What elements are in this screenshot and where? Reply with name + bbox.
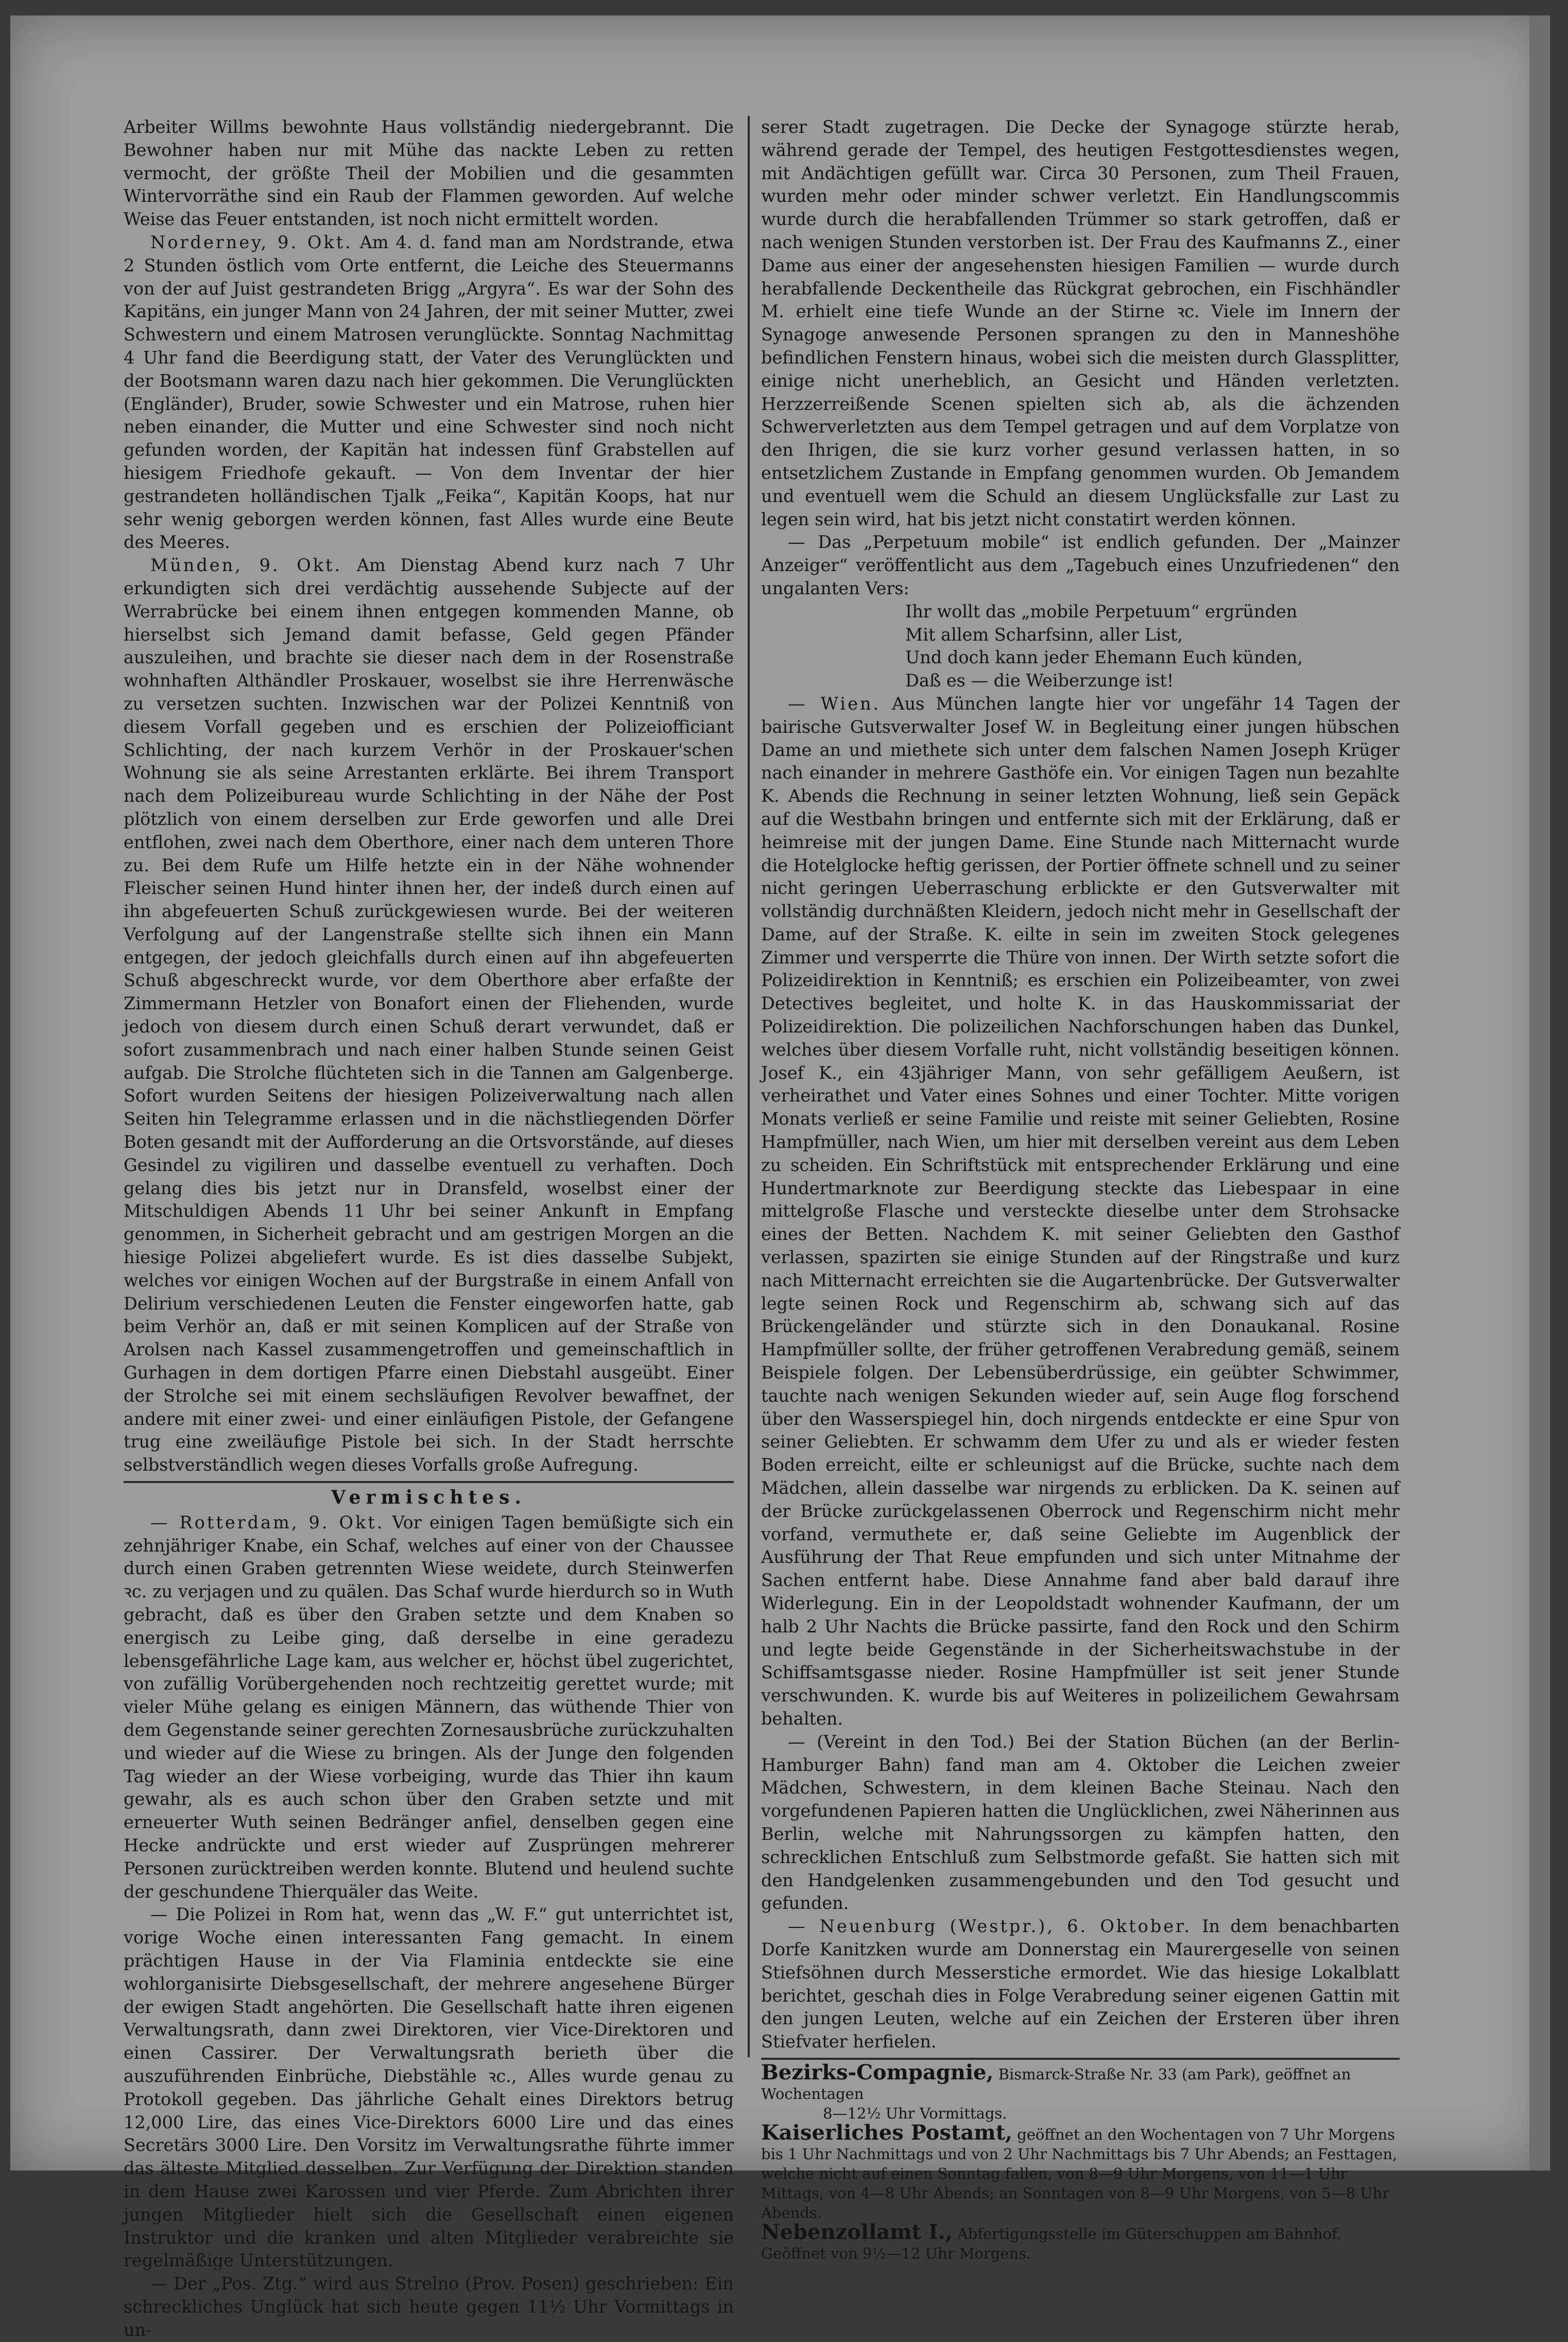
verse-line: Und doch kann jeder Ehemann Euch künden, xyxy=(905,647,1303,668)
notice-title: Kaiserliches Postamt, xyxy=(761,2120,1012,2145)
article-buechen: — (Vereint in den Tod.) Bei der Station Büchen (an der Berlin-Hamburger Bahn) fand man am 4. Oktober die Leichen zweier Mädchen, Schwestern, in dem kleinen Bache Steinau. Nach den vorgefundenen Papieren hatten die Unglücklichen, zwei Näherinnen aus Berlin, welche mit Nahrungssorgen zu kämpfen hatten, den schrecklichen Entschluß zum Selbstmorde gefaßt. Sie hatten sich mit den Handgelenken zusammengebunden und den Tod gesucht und gefunden. xyxy=(761,1731,1400,1914)
verse-line: Ihr wollt das „mobile Perpetuum“ ergründen xyxy=(905,601,1298,622)
notice-text: Abfertigungsstelle im Güterschuppen am Bahnhof. Geöffnet von 9½—12 Uhr Morgens. xyxy=(761,2225,1342,2262)
article-text: In dem benachbarten Dorfe Kanitzken wurde am Donnerstag ein Maurergeselle von seinen Stiefsöhnen durch Messerstiche ermordet. Wie das hiesige Lokalblatt berichtet, geschah dies in Folge Verabredung seiner eigenen Gattin mit den jungen Leuten, welche auf ein Zeichen der Ersteren über ihren Stiefvater herfielen. xyxy=(761,1916,1400,2052)
notice-postamt xyxy=(761,2120,1400,2223)
notice-bezirks-compagnie xyxy=(761,2060,1400,2123)
verse-block xyxy=(905,600,1400,693)
dateline: — Wien. xyxy=(788,693,881,714)
article-muenden xyxy=(124,554,734,1477)
notices-rule xyxy=(761,2058,1400,2060)
article-text: Aus München langte hier vor ungefähr 14 Tagen der bairische Gutsverwalter Josef W. in Begleitung einer jungen hübschen Dame an und miethete sich unter dem falschen Namen Joseph Krüger nach einander in mehrere Gasthöfe ein. Vor einigen Tagen nun bezahlte K. Abends die Rechnung in seiner letzten Wohnung, ließ sein Gepäck auf die Westbahn bringen und entfernte sich mit der Erklärung, daß er heimreise mit der jungen Dame. Eine Stunde nach Mitternacht wurde die Hotelglocke heftig gerissen, der Portier öffnete schnell und zu seiner nicht geringen Ueberraschung erblickte er den Gutsverwalter mit vollständig durchnäßten Kleidern, jedoch nicht mehr in Gesellschaft der Dame, auf der Straße. K. eilte in sein im zweiten Stock gelegenes Zimmer und versperrte die Thüre von innen. Der Wirth setzte sofort die Polizeidirektion in Kenntniß; es erschien ein Polizeibeamter, von zwei Detectives begleitet, und holte K. in das Hauskommissariat der Polizeidirektion. Die polizeilichen Nachforschungen haben das Dunkel, welches über diesem Vorfalle ruht, nicht vollständig beseitigen können. Josef K., ein 43jähriger Mann, von sehr gefälligem Aeußern, ist verheirathet und Vater eines Sohnes und einer Tochter. Mitte vorigen Monats verließ er seine Familie und reiste mit seiner Geliebten, Rosine Hampfmüller, nach Wien, um hier mit derselben vereint aus dem Leben zu scheiden. Ein Schriftstück mit entsprechender Erklärung und eine Hundertmarknote zur Beerdigung steckte das Liebespaar in eine mittelgroße Flasche und versteckte dieselbe unter dem Strohsacke eines der Betten. Nachdem K. mit seiner Geliebten den Gasthof verlassen, spazirten sie einige Stunden auf der Ringstraße und kurz nach Mitternacht erreichten sie die Augartenbrücke. Der Gutsverwalter legte seinen Rock und Regenschirm ab, schwang sich auf das Brückengeländer und stürzte sich in den Donaukanal. Rosine Hampfmüller sollte, der früher getroffenen Verabredung gemäß, seinem Beispiele folgen. Der Lebensüberdrüssige, ein geübter Schwimmer, tauchte nach wenigen Sekunden wieder auf, sein Auge flog forschend über den Wasserspiegel hin, doch nirgends entdeckte er eine Spur von seiner Geliebten. Er schwamm dem Ufer zu und als er wieder festen Boden erreicht, eilte er schleunigst auf die Brücke, suchte nach dem Mädchen, allein dasselbe war nirgends zu erblicken. Da K. seinen auf der Brücke zurückgelassenen Oberrock und Regenschirm nicht mehr vorfand, vermuthete er, daß seine Geliebte im Augenblick der Ausführung der That Reue empfunden und sich unter Mitnahme der Sachen entfernt habe. Diese Annahme fand aber bald darauf ihre Widerlegung. Ein in der Leopoldstadt wohnender Kaufmann, der um halb 2 Uhr Nachts die Brücke passirte, fand den Rock und den Schirm und legte beide Gegenstände in der Sicherheitswachstube in der Schiffsamtsgasse nieder. Rosine Hampfmüller ist seit jener Stunde verschwunden. K. wurde bis auf Weiteres in polizeilichem Gewahrsam behalten. xyxy=(761,693,1400,1729)
article-text: serer Stadt zugetragen. Die Decke der Synagoge stürzte herab, während gerade der Tempel, des heutigen Festgottesdienstes wegen, mit Andächtigen gefüllt war. Circa 30 Personen, zum Theil Frauen, wurden mehr oder minder schwer verletzt. Ein Handlungscommis wurde durch die herabfallenden Trümmer so stark getroffen, daß er nach wenigen Stunden verstorben ist. Der Frau des Kaufmanns Z., einer Dame aus einer der angesehensten hiesigen Familien — wurde durch herabfallende Deckentheile das Rückgrat gebrochen, ein Fischhändler M. erhielt eine tiefe Wunde an der Stirne ꝛc. Viele im Innern der Synagoge anwesende Personen sprangen zu den in Manneshöhe befindlichen Fenstern hinaus, wobei sich die meisten durch Glassplitter, einige nicht unerheblich, an Gesicht und Händen verletzten. Herzzerreißende Scenen spielten sich ab, als die ächzenden Schwerverletzten aus dem Tempel getragen und auf dem Vorplatze von den Ihrigen, die sie kurz vorher gesund verlassen hatten, in so entsetzlichem Zustande in Empfang genommen wurden. Ob Jemandem und eventuell wem die Schuld an diesem Unglücksfalle zur Last zu legen sein wird, hat bis jetzt nicht constatirt werden können. xyxy=(761,117,1400,529)
left-column xyxy=(124,116,734,2342)
right-column xyxy=(761,116,1400,2263)
dateline: Norderney, 9. Okt. xyxy=(150,232,353,252)
notice-text: geöffnet an den Wochentagen von 7 Uhr Morgens bis 1 Uhr Nachmittags und von 2 Uhr Nachmittags bis 7 Uhr Abends; an Festtagen, welche nicht auf einen Sonntag fallen, von 8—9 Uhr Morgens, von 11—1 Uhr Mittags, von 4—8 Uhr Abends; an Sonntagen von 8—9 Uhr Morgens, von 5—8 Uhr Abends. xyxy=(761,2125,1398,2222)
notice-title: Nebenzollamt I., xyxy=(761,2219,953,2244)
column-divider xyxy=(748,116,750,2057)
article-rotterdam xyxy=(124,1511,734,1904)
article-rom: — Die Polizei in Rom hat, wenn das „W. F.“ gut unterrichtet ist, vorige Woche einen interessanten Fang gemacht. In einem prächtigen Hause in der Via Flaminia entdeckte sie eine wohlorganisirte Diebsgesellschaft, der mehrere angesehene Bürger der ewigen Stadt angehörten. Die Gesellschaft hatte ihren eigenen Verwaltungsrath, dann zwei Direktoren, vier Vice-Direktoren und einen Cassirer. Der Verwaltungsrath berieth über die auszuführenden Einbrüche, Diebstähle ꝛc., Alles wurde genau zu Protokoll gegeben. Das jährliche Gehalt eines Direktors betrug 12,000 Lire, das eines Vice-Direktors 6000 Lire und das eines Secretärs 3000 Lire. Den Vorsitz im Verwaltungsrathe führte immer das älteste Mitglied desselben. Zur Verfügung der Direktion standen in dem Hause zwei Karossen und vier Pferde. Zum Abrichten ihrer jungen Mitglieder hielt sich die Gesellschaft einen eigenen Instruktor und die kranken und alten Mitglieder verabreichte sie regelmäßige Unterstützungen. xyxy=(124,1904,734,2271)
article-text: Arbeiter Willms bewohnte Haus vollständig niedergebrannt. Die Bewohner haben nur mit Mühe das nackte Leben zu retten vermocht, der größte Theil der Mobilien und die gesammten Wintervorräthe sind ein Raub der Flammen geworden. Auf welche Weise das Feuer entstanden, ist noch nicht ermittelt worden. xyxy=(124,117,734,230)
article-strelno: — Der „Pos. Ztg.“ wird aus Strelno (Prov. Posen) geschrieben: Ein schreckliches Unglück hat sich heute gegen 11½ Uhr Vormittags in un- xyxy=(124,2274,734,2340)
article-wien xyxy=(761,693,1400,1731)
section-heading: Vermischtes. xyxy=(331,1487,526,1509)
article-perpetuum: — Das „Perpetuum mobile“ ist endlich gefunden. Der „Mainzer Anzeiger“ veröffentlicht aus dem „Tagebuch eines Unzufriedenen“ den ungalanten Vers: xyxy=(761,532,1400,598)
verse-line: Mit allem Scharfsinn, aller List, xyxy=(905,624,1183,645)
article-neuenburg xyxy=(761,1915,1400,2054)
dateline: — Neuenburg (Westpr.), 6. Oktober. xyxy=(788,1916,1192,1937)
notice-text: 8—12½ Uhr Vormittags. xyxy=(823,2104,1007,2122)
newspaper-page xyxy=(10,15,1550,2340)
article-text: Vor einigen Tagen bemüßigte sich ein zehnjähriger Knabe, ein Schaf, welches auf einer von der Chaussee durch einen Graben getrennten Wiese weidete, durch Steinwerfen ꝛc. zu verjagen und zu quälen. Das Schaf wurde hierdurch so in Wuth gebracht, daß es über den Graben setzte und dem Knaben so energisch zu Leibe ging, daß derselbe in eine geradezu lebensgefährliche Lage kam, aus welcher er, höchst übel zugerichtet, von zufällig Vorübergehenden noch rechtzeitig gerettet wurde; mit vieler Mühe gelang es einigen Männern, das wüthende Thier von dem Gegenstande seiner gerechten Zornesausbrüche zurückzuhalten und wieder auf die Wiese zu bringen. Als der Junge den folgenden Tag wieder an der Wiese vorbeiging, wurde das Thier ihn kaum gewahr, als es auch schon über den Graben setzte und mit erneuerter Wuth seinen Bedränger anfiel, denselben gegen eine Hecke andrückte und erst wieder auf Zusprüngen mehrerer Personen zurücktreiben werden konnte. Blutend und heulend suchte der geschundene Thierquäler das Weite. xyxy=(124,1512,734,1902)
dateline: Münden, 9. Okt. xyxy=(150,555,342,576)
article-norderney xyxy=(124,231,734,554)
section-rule xyxy=(124,1481,734,1483)
notice-title: Bezirks-Compagnie, xyxy=(761,2060,994,2085)
notice-text: Bismarck-Straße Nr. 33 (am Park), geöffnet an Wochentagen xyxy=(761,2065,1351,2103)
dateline: — Rotterdam, 9. Okt. xyxy=(150,1512,385,1532)
page-spine-shadow xyxy=(1529,15,1550,2171)
article-text: Am Dienstag Abend kurz nach 7 Uhr erkundigten sich drei verdächtig aussehende Subjecte auf der Werrabrücke bei einem ihnen entgegen kommenden Manne, ob hierselbst sich Jemand damit befasse, Geld gegen Pfänder auszuleihen, und brachte sie dieser nach dem in der Rosenstraße wohnhaften Althändler Proskauer, woselbst sie ihre Herrenwäsche zu versetzen suchten. Inzwischen war der Polizei Kenntniß von diesem Vorfall gegeben und es erschien der Polizeiofficiant Schlichting, der nach kurzem Verhör in der Proskauer'schen Wohnung sie als seine Arrestanten erklärte. Bei ihrem Transport nach dem Polizeibureau wurde Schlichting in der Nähe der Post plötzlich von einem derselben zur Erde geworfen und alle Drei entflohen, zwei nach dem Oberthore, einer nach dem unteren Thore zu. Bei dem Rufe um Hilfe hetzte ein in der Nähe wohnender Fleischer seinen Hund hinter ihnen her, der indeß durch einen auf ihn abgefeuerten Schuß zurückgewiesen wurde. Bei der weiteren Verfolgung auf der Langenstraße stellte sich ihnen ein Mann entgegen, der jedoch gleichfalls durch einen auf ihn abgefeuerten Schuß abgeschreckt wurde, vor dem Oberthore aber erfaßte der Zimmermann Hetzler von Bonafort einen der Fliehenden, wurde jedoch von diesem durch einen Schuß derart verwundet, daß er sofort zusammenbrach und nach einer halben Stunde seinen Geist aufgab. Die Strolche flüchteten sich in die Tannen am Galgenberge. Sofort wurden Seitens der hiesigen Polizeiverwaltung nach allen Seiten hin Telegramme erlassen und in die nächstliegenden Dörfer Boten gesandt mit der Aufforderung an die Ortsvorstände, auf dieses Gesindel zu vigiliren und dasselbe eventuell zu verhaften. Doch gelang dies bis jetzt nur in Dransfeld, woselbst einer der Mitschuldigen Abends 11 Uhr bei seiner Ankunft in Empfang genommen, in Sicherheit gebracht und am gestrigen Morgen an die hiesige Polizei abgeliefert wurde. Es ist dies dasselbe Subjekt, welches vor einigen Wochen auf der Burgstraße in einem Anfall von Delirium verschiedenen Leuten die Fenster eingeworfen hatte, gab beim Verhör an, daß er mit seinen Komplicen auf der Straße von Arolsen nach Kassel zusammengetroffen und gemeinschaftlich in Gurhagen in dem dortigen Pfarre einen Diebstahl ausgeübt. Einer der Strolche sei mit einem sechsläufigen Revolver bewaffnet, der andere mit einer zwei- und einer einläufigen Pistole, der Gefangene trug eine zweiläufige Pistole bei sich. In der Stadt herrschte selbstverständlich wegen dieses Vorfalls große Aufregung. xyxy=(124,555,734,1475)
article-text: Am 4. d. fand man am Nordstrande, etwa 2 Stunden östlich vom Orte entfernt, die Leiche des Steuermanns von der auf Juist gestrandeten Brigg „Argyra“. Es war der Sohn des Kapitäns, ein junger Mann von 24 Jahren, der mit seiner Mutter, zwei Schwestern und einem Matrosen verunglückte. Sonntag Nachmittag 4 Uhr fand die Beerdigung statt, der Vater des Verunglückten und der Bootsmann waren dazu nach hier gekommen. Die Verunglückten (Engländer), Bruder, sowie Schwester und ein Matrose, ruhen hier neben einander, die Mutter und eine Schwester sind noch nicht gefunden worden, der Kapitän hat indessen fünf Grabstellen auf hiesigem Friedhofe gekauft. — Von dem Inventar der hier gestrandeten holländischen Tjalk „Feika“, Kapitän Koops, hat nur sehr wenig geborgen werden können, fast Alles wurde eine Beute des Meeres. xyxy=(124,232,734,553)
verse-line: Daß es — die Weiberzunge ist! xyxy=(905,670,1174,691)
notice-nebenzollamt xyxy=(761,2219,1400,2263)
